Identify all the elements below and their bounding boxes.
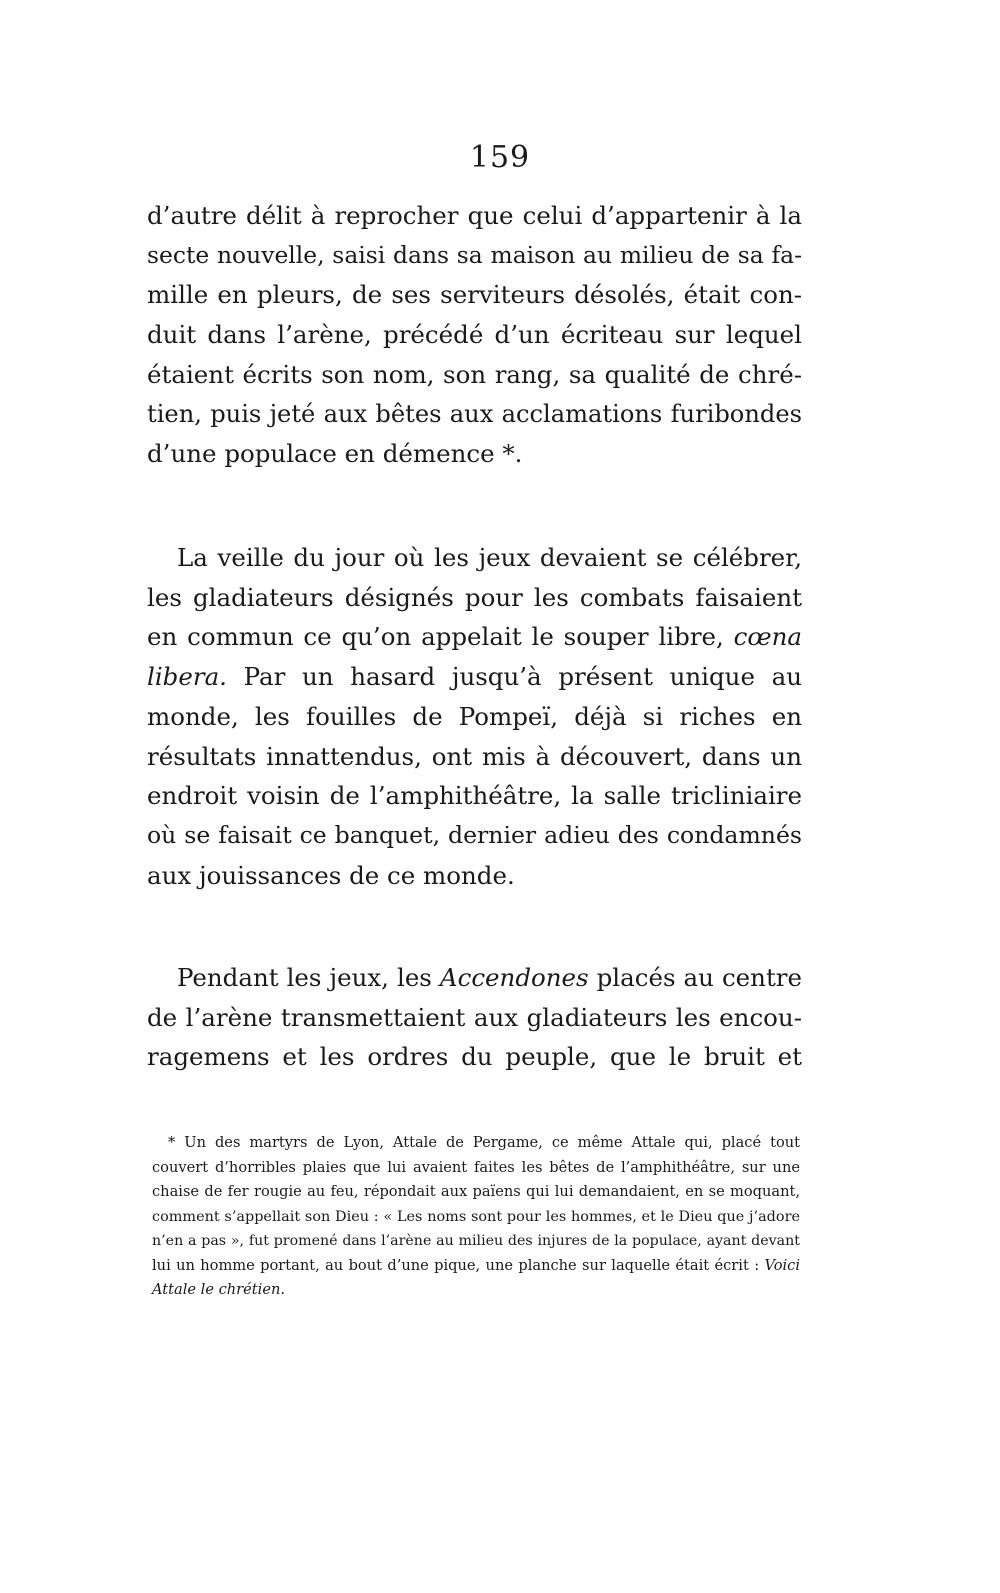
page-number: 159 bbox=[469, 140, 531, 175]
paragraph-3 bbox=[147, 958, 802, 1077]
paragraph-1 bbox=[147, 196, 802, 474]
text-line: tien, puis jeté aux bêtes aux acclamations furibondes bbox=[147, 399, 802, 428]
text-segment: lui un homme portant, au bout d’une pique, une planche sur laquelle était écrit : bbox=[152, 1256, 760, 1274]
text-line: ragemens et les ordres du peuple, que le bruit et bbox=[147, 1042, 802, 1072]
footnote-line: chaise de fer rougie au feu, répondait aux païens qui lui demandaient, en se moquant, bbox=[152, 1183, 800, 1200]
latin-term: cœna bbox=[733, 622, 802, 652]
text-line: aux jouissances de ce monde. bbox=[147, 860, 515, 890]
text-segment: placés au centre bbox=[596, 963, 802, 992]
text-line: où se faisait ce banquet, dernier adieu des condamnés bbox=[147, 820, 802, 849]
text-line bbox=[147, 958, 802, 998]
text-segment: en commun ce qu’on appelait le souper libre, bbox=[147, 622, 724, 652]
footnote-line bbox=[152, 1254, 800, 1279]
text-line: d’une populace en démence *. bbox=[147, 439, 523, 469]
footnote-line: n’en a pas », fut promené dans l’arène au milieu des injures de la populace, ayant devant bbox=[152, 1233, 800, 1249]
footnote-line: comment s’appellait son Dieu : « Les noms sont pour les hommes, et le Dieu que j’adore bbox=[152, 1208, 800, 1225]
text-line: secte nouvelle, saisi dans sa maison au milieu de sa fa- bbox=[147, 240, 802, 269]
text-line bbox=[147, 657, 802, 697]
text-segment: Par un hasard jusqu’à présent unique au bbox=[243, 662, 802, 692]
text-line: les gladiateurs désignés pour les combats faisaient bbox=[147, 582, 802, 612]
footnote-line: couvert d’horribles plaies que lui avaient faites les bêtes de l’amphithéâtre, sur une bbox=[152, 1158, 800, 1176]
text-segment: * Un des martyrs de Lyon, Attale de Pergame, ce même Attale qui, placé tout bbox=[168, 1134, 800, 1151]
text-line: duit dans l’arène, précédé d’un écriteau sur lequel bbox=[147, 320, 802, 350]
text-segment: Pendant les jeux, les bbox=[177, 963, 432, 992]
footnote-line: Attale le chrétien. bbox=[152, 1281, 285, 1298]
text-line: résultats innattendus, ont mis à découvert, dans un bbox=[147, 741, 802, 771]
latin-term: libera. bbox=[147, 662, 227, 692]
text-line bbox=[147, 538, 802, 578]
paragraph-2 bbox=[147, 538, 802, 895]
text-segment: La veille du jour où les jeux devaient se célébrer, bbox=[177, 543, 802, 572]
latin-term: Accendones bbox=[439, 963, 589, 992]
text-line: de l’arène transmettaient aux gladiateurs les encou- bbox=[147, 1002, 802, 1032]
text-line: mille en pleurs, de ses serviteurs désolés, était con- bbox=[147, 280, 802, 310]
text-line: monde, les fouilles de Pompeï, déjà si riches en bbox=[147, 701, 802, 731]
text-line: étaient écrits son nom, son rang, sa qualité de chré- bbox=[147, 359, 802, 389]
text-line: endroit voisin de l’amphithéâtre, la salle tricliniaire bbox=[147, 781, 802, 811]
text-line: d’autre délit à reprocher que celui d’appartenir à la bbox=[147, 201, 802, 230]
quoted-inscription: Voici bbox=[764, 1256, 800, 1274]
text-line bbox=[147, 617, 802, 657]
footnote-line bbox=[152, 1131, 800, 1156]
footnote bbox=[152, 1131, 800, 1303]
